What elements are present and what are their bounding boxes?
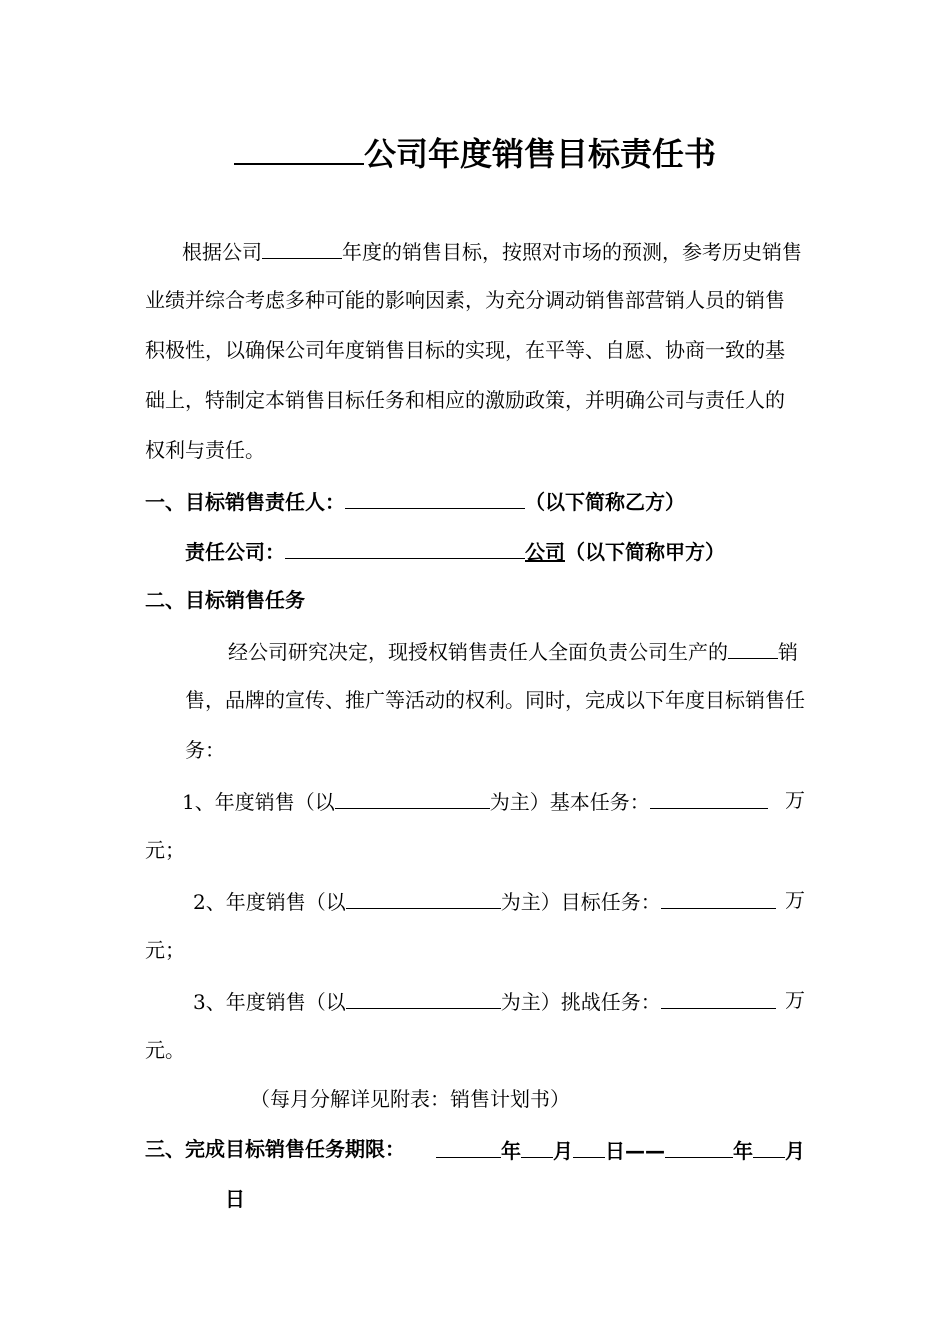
task-item-1-tail: 元；: [145, 838, 185, 862]
title-text: 公司年度销售目标责任书: [363, 135, 716, 173]
intro-line-4: 础上，特制定本销售目标任务和相应的激励政策，并明确公司与责任人的: [145, 388, 785, 412]
end-month-blank[interactable]: [753, 1135, 785, 1158]
task-item-1: 1、年度销售（以 为主）基本任务： 万: [182, 788, 805, 814]
intro-line-2: 业绩并综合考虑多种可能的影响因素，为充分调动销售部营销人员的销售: [145, 288, 785, 312]
task-2-product-blank[interactable]: [346, 886, 501, 909]
monthly-breakdown-note: （每月分解详见附表：销售计划书）: [250, 1087, 570, 1111]
intro-line-3: 积极性，以确保公司年度销售目标的实现，在平等、自愿、协商一致的基: [145, 338, 785, 362]
company-name-blank[interactable]: [234, 131, 364, 165]
task-item-3-tail: 元。: [145, 1038, 185, 1062]
document-title: [0, 131, 950, 176]
section-2-para-line-3: 务：: [185, 738, 225, 762]
product-blank[interactable]: [728, 636, 778, 659]
section-1-heading: 一、目标销售责任人： （以下简称乙方）: [145, 486, 685, 516]
section-3-end-day: 日: [225, 1187, 245, 1211]
section-2-para-line-1: 经公司研究决定，现授权销售责任人全面负责公司生产的 销: [228, 636, 798, 666]
task-3-amount-blank[interactable]: [661, 986, 776, 1009]
task-1-product-blank[interactable]: [335, 786, 490, 809]
section-2-heading: 二、目标销售任务: [145, 588, 305, 612]
task-1-amount-blank[interactable]: [650, 786, 768, 809]
task-item-2-tail: 元；: [145, 938, 185, 962]
responsible-person-blank[interactable]: [345, 486, 525, 509]
year-blank[interactable]: [262, 236, 342, 259]
intro-line-5: 权利与责任。: [145, 438, 265, 462]
responsible-company-blank[interactable]: [285, 536, 525, 559]
task-3-product-blank[interactable]: [346, 986, 501, 1009]
end-year-blank[interactable]: [665, 1135, 733, 1158]
task-item-2: 2、年度销售（以 为主）目标任务： 万: [193, 888, 805, 914]
section-3-heading: 三、完成目标销售任务期限： 年 月 日—— 年 月: [145, 1137, 805, 1163]
responsible-company-line: 责任公司： 公司（以下简称甲方）: [185, 536, 725, 566]
start-month-blank[interactable]: [521, 1135, 553, 1158]
task-item-3: 3、年度销售（以 为主）挑战任务： 万: [193, 988, 805, 1014]
section-2-para-line-2: 售，品牌的宣传、推广等活动的权利。同时，完成以下年度目标销售任: [185, 688, 805, 712]
intro-line-1: 根据公司 年度的销售目标，按照对市场的预测，参考历史销售: [182, 236, 802, 266]
start-day-blank[interactable]: [573, 1135, 605, 1158]
start-year-blank[interactable]: [436, 1135, 501, 1158]
task-2-amount-blank[interactable]: [661, 886, 776, 909]
